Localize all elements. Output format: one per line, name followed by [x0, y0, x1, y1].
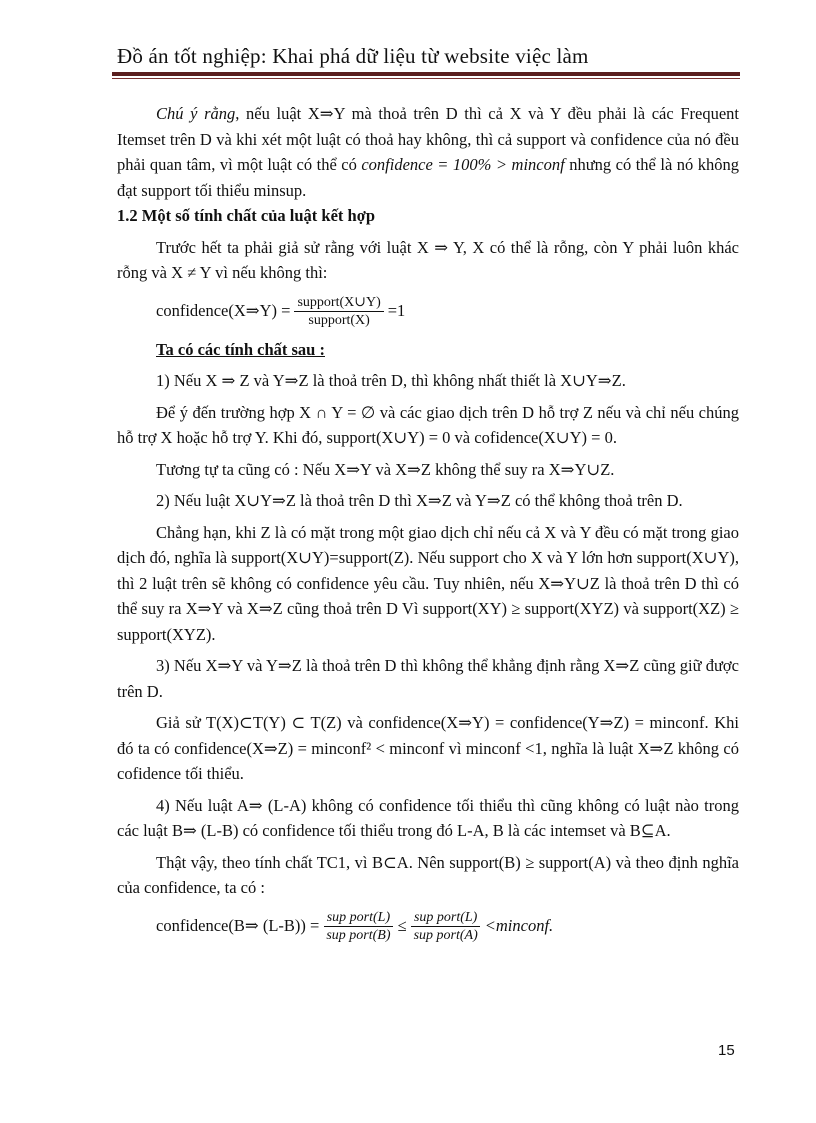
property-2: 2) Nếu luật X∪Y⇒Z là thoả trên D thì X⇒Z và Y⇒Z có thể không thoả trên D. — [156, 491, 683, 510]
formula1-fraction — [294, 294, 383, 329]
property-1: 1) Nếu X ⇒ Z và Y⇒Z là thoả trên D, thì không nhất thiết là X∪Y⇒Z. — [156, 371, 626, 390]
page-header-title: Đồ án tốt nghiệp: Khai phá dữ liệu từ website việc làm — [117, 44, 589, 68]
formula2-numerator-1: sup port(L) — [324, 909, 393, 927]
formula1-denominator: support(X) — [308, 312, 370, 328]
formula2-numerator-2: sup port(L) — [411, 909, 480, 927]
note-tail: nhưng có thể là nó không đạt support tối thiểu minsup. — [117, 155, 739, 200]
property-3-explanation: Giả sử T(X)⊂T(Y) ⊂ T(Z) và confidence(X⇒Y) = confidence(Y⇒Z) = minconf. Khi đó ta có confidence(X⇒Z) = minconf² < minconf vì minconf <1, nghĩa là luật X⇒Z không có cofidence tối thiểu. — [117, 713, 739, 783]
property-3: 3) Nếu X⇒Y và Y⇒Z là thoả trên D thì không thể khẳng định rằng X⇒Z cũng giữ được trên D. — [117, 656, 739, 701]
formula2-denominator-1: sup port(B) — [326, 927, 391, 943]
formula-confidence-xy — [156, 294, 739, 329]
formula1-rhs: =1 — [387, 301, 406, 321]
formula2-operator: ≤ — [397, 916, 407, 936]
property-1-explanation: Để ý đến trường hợp X ∩ Y = ∅ và các giao dịch trên D hỗ trợ Z nếu và chỉ nếu chúng hỗ trợ X hoặc hỗ trợ Y. Khi đó, support(X∪Y) = 0 và cofidence(X∪Y) = 0. — [117, 402, 739, 447]
section-heading: 1.2 Một số tính chất của luật kết hợp — [117, 206, 376, 225]
property-4-explanation: Thật vậy, theo tính chất TC1, vì B⊂A. Nên support(B) ≥ support(A) và theo định nghĩa của confidence, ta có : — [117, 852, 739, 897]
formula1-numerator: support(X∪Y) — [294, 294, 383, 312]
formula2-denominator-2: sup port(A) — [413, 927, 478, 943]
paragraph-note — [117, 101, 739, 203]
note-italic: confidence = 100% > minconf — [361, 155, 570, 174]
note-text: , nếu luật X⇒Y mà thoả trên D thì cả X và Y đều phải là các Frequent Itemset trên D và khi xét một luật có thoả hay không, thì cả support và confidence của nó đều phải quan tâm, vì một luật có thể có — [117, 104, 739, 174]
property-4: 4) Nếu luật A⇒ (L-A) không có confidence tối thiểu thì cũng không có luật nào trong các luật B⇒ (L-B) có confidence tối thiểu trong đó L-A, B là các intemset và B⊆A. — [117, 795, 739, 840]
page-number: 15 — [718, 1042, 735, 1059]
formula-confidence-b — [156, 909, 739, 944]
page-body — [117, 101, 739, 952]
header-rule-thick — [112, 72, 740, 76]
formula2-lhs: confidence(B⇒ (L-B)) = — [156, 916, 320, 936]
formula2-fraction-1 — [323, 909, 393, 944]
formula2-rhs: <minconf. — [484, 916, 554, 936]
formula1-lhs: confidence(X⇒Y) = — [156, 301, 291, 321]
header-rule-thin — [112, 78, 740, 79]
note-lead: Chú ý rằng — [156, 104, 236, 123]
properties-subheading: Ta có các tính chất sau : — [156, 339, 325, 359]
property-1-similar: Tương tự ta cũng có : Nếu X⇒Y và X⇒Z không thể suy ra X⇒Y∪Z. — [156, 459, 615, 479]
paragraph-assumption: Trước hết ta phải giả sử rằng với luật X ⇒ Y, X có thể là rỗng, còn Y phải luôn khác rỗng và X ≠ Y vì nếu không thì: — [117, 237, 739, 282]
property-2-explanation: Chẳng hạn, khi Z là có mặt trong một giao dịch chỉ nếu cả X và Y đều có mặt trong giao dịch đó, nghĩa là support(X∪Y)=support(Z). Nếu support cho X và Y lớn hơn support(X∪Y), thì 2 luật trên sẽ không có confidence yêu cầu. Tuy nhiên, nếu X⇒Y∪Z là thoả trên D thì có thể suy ra X⇒Y và X⇒Z cũng thoả trên D Vì support(XY) ≥ support(XYZ) và support(XZ) ≥ support(XYZ). — [117, 522, 739, 644]
formula2-fraction-2 — [411, 909, 481, 944]
